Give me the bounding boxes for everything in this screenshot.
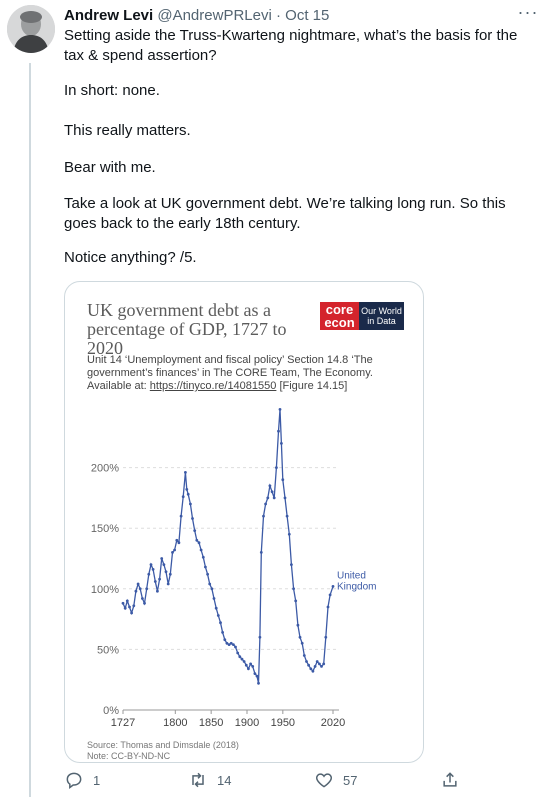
- license-note: Note: CC-BY-ND-NC: [87, 751, 171, 761]
- tweet-paragraph-6: Notice anything? /5.: [64, 249, 197, 266]
- y-tick-label: 100%: [90, 583, 119, 596]
- logo-core-line2: econ: [324, 315, 355, 330]
- data-point: [314, 665, 317, 668]
- data-point: [280, 442, 283, 445]
- data-point: [178, 541, 181, 544]
- data-point: [223, 638, 226, 641]
- data-point: [243, 660, 246, 663]
- author-handle[interactable]: @AndrewPRLevi: [157, 7, 272, 24]
- data-point: [200, 549, 203, 552]
- data-point: [219, 621, 222, 624]
- reply-button[interactable]: [64, 768, 100, 792]
- data-point: [143, 602, 146, 605]
- data-point: [173, 549, 176, 552]
- more-options-icon[interactable]: ···: [517, 2, 539, 22]
- data-point: [327, 606, 330, 609]
- share-button[interactable]: [440, 768, 469, 792]
- x-tick-label: 1950: [270, 717, 296, 729]
- data-point: [165, 570, 168, 573]
- data-point: [198, 541, 201, 544]
- data-point: [318, 663, 321, 666]
- reply-icon: [64, 770, 84, 790]
- chart-title: UK government debt as a percentage of GDP, 1727 to 2020: [87, 300, 287, 358]
- tweet-date[interactable]: Oct 15: [285, 7, 330, 24]
- data-point: [275, 466, 278, 469]
- data-point: [266, 497, 269, 500]
- debt-line-chart: [65, 282, 423, 762]
- data-point: [259, 636, 262, 639]
- tweet-paragraph-1: Setting aside the Truss-Kwarteng nightmare, what’s the basis for the tax & spend assertion?: [64, 27, 518, 64]
- data-point: [238, 655, 241, 658]
- like-count: 57: [343, 772, 358, 788]
- y-tick-label: 50%: [96, 644, 119, 657]
- data-point: [221, 631, 224, 634]
- logo-owid-line2: in Data: [367, 316, 396, 326]
- data-point: [158, 578, 161, 581]
- data-point: [234, 646, 237, 649]
- y-tick-label: 200%: [90, 462, 119, 475]
- data-point: [128, 606, 131, 609]
- data-point: [288, 533, 291, 536]
- data-point: [126, 600, 129, 603]
- x-tick-label: 1727: [110, 717, 136, 729]
- data-point: [150, 563, 153, 566]
- data-point: [215, 607, 218, 610]
- data-point: [185, 488, 188, 491]
- data-point: [124, 607, 127, 610]
- data-point: [180, 515, 183, 518]
- data-point: [281, 478, 284, 481]
- data-point: [141, 597, 144, 600]
- data-point: [257, 682, 260, 685]
- data-point: [156, 590, 159, 593]
- y-tick-label: 150%: [90, 523, 119, 536]
- data-point: [135, 590, 138, 593]
- data-point: [202, 556, 205, 559]
- data-point: [269, 484, 272, 487]
- author-name[interactable]: Andrew Levi: [64, 7, 154, 24]
- data-point: [297, 624, 300, 627]
- tweet-paragraph-3: This really matters.: [64, 122, 191, 139]
- subtitle-link: https://tinyco.re/14081550: [149, 380, 277, 392]
- data-point: [324, 636, 327, 639]
- data-point: [279, 408, 282, 411]
- data-point: [262, 515, 265, 518]
- data-point: [139, 587, 142, 590]
- data-point: [299, 636, 302, 639]
- x-tick-label: 1800: [163, 717, 188, 729]
- data-point: [316, 660, 319, 663]
- data-point: [213, 597, 216, 600]
- chart-image-card[interactable]: [64, 281, 424, 763]
- tweet-paragraph-5: Take a look at UK government debt. We’re talking long run. So this goes back to the early 18th century.: [64, 195, 506, 232]
- data-point: [191, 517, 194, 520]
- data-point: [187, 493, 190, 496]
- data-point: [332, 585, 335, 588]
- tweet-actions-bar: [64, 768, 484, 792]
- like-button[interactable]: [314, 768, 357, 792]
- header-separator: ·: [275, 7, 281, 24]
- data-point: [303, 654, 306, 657]
- avatar[interactable]: [7, 5, 55, 53]
- data-point: [163, 563, 166, 566]
- data-point: [247, 667, 250, 670]
- data-point: [249, 663, 252, 666]
- chart-source: [87, 740, 239, 762]
- y-tick-label: 0%: [103, 705, 119, 717]
- data-point: [182, 495, 185, 498]
- data-point: [236, 652, 239, 655]
- source-text: Source: Thomas and Dimsdale (2018): [87, 740, 239, 750]
- tweet-header: [64, 2, 540, 27]
- data-point: [204, 566, 207, 569]
- data-point: [307, 664, 310, 667]
- heart-icon: [314, 770, 334, 790]
- data-point: [160, 557, 163, 560]
- data-point: [254, 672, 257, 675]
- data-point: [277, 430, 280, 433]
- data-point: [241, 658, 244, 661]
- data-point: [169, 573, 172, 576]
- data-point: [171, 551, 174, 554]
- data-point: [195, 539, 198, 542]
- data-point: [208, 583, 211, 586]
- data-point: [145, 587, 148, 590]
- avatar-photo: [7, 5, 55, 53]
- data-point: [273, 497, 276, 500]
- data-point: [184, 471, 187, 474]
- logo-core-line1: core: [325, 302, 354, 317]
- data-point: [175, 539, 178, 542]
- data-point: [322, 663, 325, 666]
- data-point: [167, 583, 170, 586]
- data-point: [292, 587, 295, 590]
- data-point: [130, 612, 133, 615]
- data-point: [329, 594, 332, 597]
- series-label-line1: United: [337, 570, 366, 582]
- tweet-paragraph-2: In short: none.: [64, 82, 160, 99]
- data-point: [193, 529, 196, 532]
- data-point: [256, 675, 259, 678]
- data-point: [206, 573, 209, 576]
- data-point: [320, 665, 323, 668]
- data-point: [294, 600, 297, 603]
- data-point: [232, 643, 235, 646]
- retweet-icon: [188, 770, 208, 790]
- series-label-line2: Kingdom: [337, 581, 377, 593]
- data-point: [245, 664, 248, 667]
- subtitle-text: Unit 14 ‘Unemployment and fiscal policy’ Section 14.8 ‘The government’s finances’ in The CORE Team, The Economy. Available at:: [87, 354, 373, 392]
- share-icon: [440, 770, 460, 790]
- data-point: [132, 604, 135, 607]
- data-point: [301, 642, 304, 645]
- data-point: [271, 490, 274, 493]
- data-point: [286, 515, 289, 518]
- x-tick-label: 1850: [198, 717, 224, 729]
- data-point: [137, 583, 140, 586]
- data-point: [147, 573, 150, 576]
- data-point: [154, 580, 157, 583]
- logo-owid-line1: Our World: [361, 306, 402, 316]
- x-tick-label: 2020: [320, 717, 346, 729]
- data-point: [217, 614, 220, 617]
- tweet-paragraph-4: Bear with me.: [64, 159, 156, 176]
- thread-connector-line: [29, 63, 31, 797]
- data-point: [290, 563, 293, 566]
- retweet-button[interactable]: [188, 768, 231, 792]
- data-point: [264, 503, 267, 506]
- data-point: [312, 670, 315, 673]
- data-point: [152, 568, 155, 571]
- subtitle-figure-ref: [Figure 14.15]: [276, 380, 348, 392]
- data-point: [309, 667, 312, 670]
- reply-count: 1: [93, 772, 101, 788]
- x-tick-label: 1900: [234, 717, 260, 729]
- data-point: [211, 587, 214, 590]
- data-point: [251, 665, 254, 668]
- data-point: [284, 497, 287, 500]
- data-point: [189, 503, 192, 506]
- data-point: [122, 602, 125, 605]
- data-point: [260, 551, 263, 554]
- data-point: [305, 660, 308, 663]
- retweet-count: 14: [217, 772, 232, 788]
